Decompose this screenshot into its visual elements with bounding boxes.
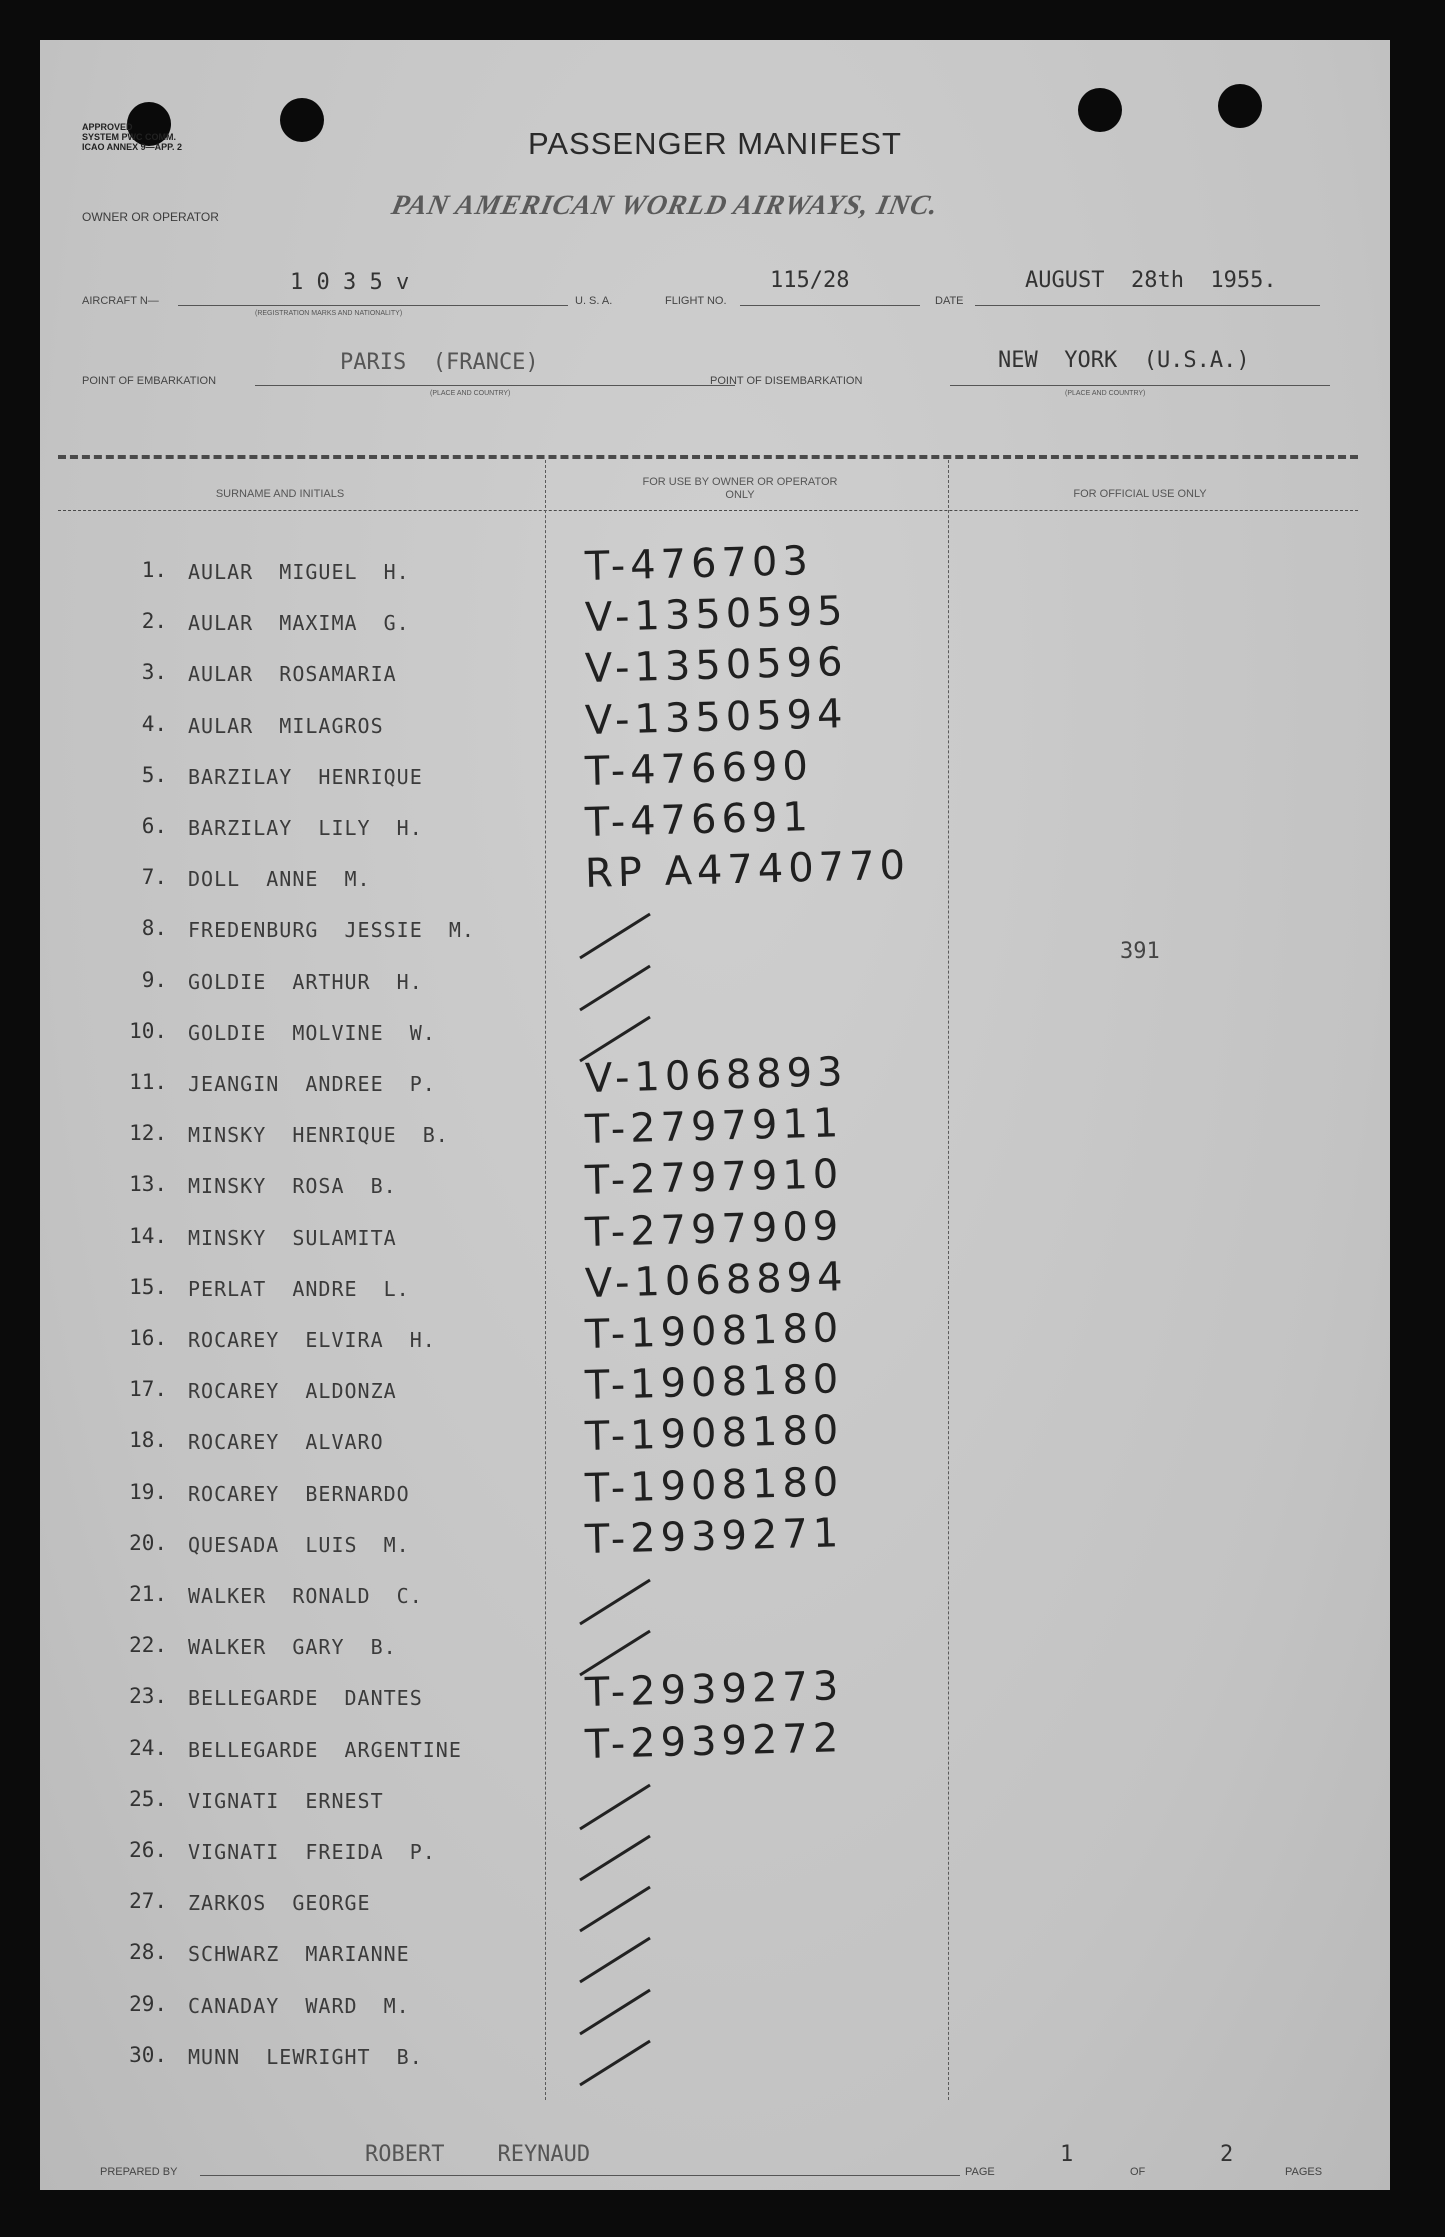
disembarkation-underline bbox=[950, 385, 1330, 386]
official-note: 391 bbox=[1120, 939, 1160, 964]
page-label: PAGE bbox=[965, 2166, 995, 2178]
passenger-name: MINSKY ROSA B. bbox=[188, 1174, 397, 1199]
passenger-row bbox=[40, 958, 1390, 1009]
passenger-name: AULAR MAXIMA G. bbox=[188, 611, 410, 636]
passenger-name: BARZILAY HENRIQUE bbox=[188, 764, 423, 789]
passenger-name: BARZILAY LILY H. bbox=[188, 816, 423, 840]
passenger-name: ROCAREY ALVARO bbox=[188, 1430, 384, 1455]
row-number: 8. bbox=[141, 916, 167, 941]
passenger-row bbox=[40, 842, 1390, 906]
passenger-name: VIGNATI FREIDA P. bbox=[188, 1840, 436, 1864]
tick-mark bbox=[540, 2033, 670, 2093]
row-number: 2. bbox=[141, 609, 167, 634]
aircraft-sublabel: (REGISTRATION MARKS AND NATIONALITY) bbox=[255, 310, 403, 317]
ticket-number: T-476691 bbox=[584, 794, 814, 846]
passenger-name: AULAR MIGUEL H. bbox=[188, 560, 410, 584]
ticket-number: RP A4740770 bbox=[584, 842, 911, 898]
passenger-name: FREDENBURG JESSIE M. bbox=[188, 918, 475, 943]
ticket-number: T-2797911 bbox=[584, 1100, 844, 1154]
ticket-number: V-1068894 bbox=[584, 1253, 849, 1307]
passenger-row bbox=[40, 2033, 1390, 2084]
row-number: 26. bbox=[129, 1838, 167, 1862]
row-number: 3. bbox=[141, 660, 167, 685]
row-number: 5. bbox=[141, 762, 167, 787]
row-number: 12. bbox=[129, 1121, 167, 1146]
passenger-row bbox=[40, 1828, 1390, 1879]
row-number: 25. bbox=[129, 1786, 167, 1811]
ticket-number: T-2939271 bbox=[584, 1510, 844, 1563]
passenger-name: WALKER GARY B. bbox=[188, 1635, 397, 1660]
passenger-name: ZARKOS GEORGE bbox=[188, 1891, 371, 1916]
passenger-name: ROCAREY ELVIRA H. bbox=[188, 1328, 436, 1352]
ticket-number: V-1350595 bbox=[584, 588, 849, 642]
manifest-page bbox=[40, 40, 1390, 2190]
row-number: 22. bbox=[129, 1633, 167, 1658]
row-number: 21. bbox=[129, 1582, 167, 1606]
ticket-number: V-1350596 bbox=[584, 639, 849, 693]
page-number: 1 bbox=[1060, 2142, 1074, 2167]
embarkation-underline bbox=[255, 385, 735, 386]
prepared-by: ROBERT REYNAUD bbox=[365, 2142, 591, 2167]
passenger-row bbox=[40, 1714, 1390, 1777]
flight-underline bbox=[740, 305, 920, 306]
embarkation-value: PARIS (FRANCE) bbox=[340, 350, 539, 375]
row-number: 23. bbox=[129, 1684, 167, 1709]
disembarkation-sublabel: (PLACE AND COUNTRY) bbox=[1065, 390, 1146, 397]
passenger-name: BELLEGARDE ARGENTINE bbox=[188, 1737, 462, 1762]
of-label: OF bbox=[1130, 2166, 1146, 2178]
passenger-name: AULAR MILAGROS bbox=[188, 713, 384, 738]
passenger-row bbox=[40, 1930, 1390, 1981]
row-number: 11. bbox=[129, 1070, 167, 1094]
row-number: 17. bbox=[129, 1377, 167, 1402]
passenger-row bbox=[40, 1777, 1390, 1828]
date-label: DATE bbox=[935, 295, 964, 307]
row-number: 19. bbox=[129, 1479, 167, 1504]
passenger-name: VIGNATI ERNEST bbox=[188, 1788, 384, 1813]
passenger-name: ROCAREY BERNARDO bbox=[188, 1481, 410, 1506]
aircraft-label: AIRCRAFT N— bbox=[82, 295, 159, 307]
passenger-row bbox=[40, 1572, 1390, 1623]
aircraft-underline bbox=[178, 305, 568, 306]
row-number: 24. bbox=[129, 1735, 167, 1760]
usa-label: U. S. A. bbox=[575, 295, 613, 307]
ticket-number: T-2939273 bbox=[584, 1663, 844, 1717]
page-total: 2 bbox=[1220, 2142, 1234, 2167]
embarkation-sublabel: (PLACE AND COUNTRY) bbox=[430, 390, 511, 397]
row-number: 7. bbox=[141, 865, 167, 890]
ticket-number: T-1908180 bbox=[584, 1407, 844, 1461]
row-number: 13. bbox=[129, 1172, 167, 1197]
row-number: 9. bbox=[141, 967, 167, 992]
ticket-number: T-1908180 bbox=[584, 1356, 844, 1410]
row-number: 4. bbox=[141, 711, 167, 736]
date-value: AUGUST 28th 1955. bbox=[1025, 268, 1277, 293]
ticket-number: T-476690 bbox=[584, 742, 814, 795]
column-header-name: SURNAME AND INITIALS bbox=[215, 488, 345, 500]
ticket-number: T-2939272 bbox=[584, 1714, 844, 1768]
row-number: 16. bbox=[129, 1326, 167, 1350]
passenger-name: MINSKY HENRIQUE B. bbox=[188, 1123, 449, 1148]
ticket-number: T-1908180 bbox=[584, 1305, 844, 1358]
passenger-name: MINSKY SULAMITA bbox=[188, 1225, 397, 1250]
ticket-number: T-2797910 bbox=[584, 1151, 844, 1205]
row-number: 20. bbox=[129, 1530, 167, 1555]
passenger-row bbox=[40, 1879, 1390, 1930]
passenger-row bbox=[40, 1510, 1390, 1572]
date-underline bbox=[975, 305, 1320, 306]
passenger-name: SCHWARZ MARIANNE bbox=[188, 1942, 410, 1967]
row-number: 30. bbox=[129, 2042, 167, 2067]
passenger-name: GOLDIE MOLVINE W. bbox=[188, 1020, 436, 1045]
row-number: 10. bbox=[129, 1018, 167, 1043]
ticket-number: T-1908180 bbox=[584, 1458, 844, 1512]
passenger-name: PERLAT ANDRE L. bbox=[188, 1276, 410, 1301]
ticket-number: V-1350594 bbox=[584, 690, 849, 744]
passenger-row bbox=[40, 1982, 1390, 2033]
passenger-name: WALKER RONALD C. bbox=[188, 1584, 423, 1608]
row-number: 6. bbox=[141, 814, 167, 838]
passenger-name: CANADAY WARD M. bbox=[188, 1993, 410, 2018]
ticket-number: T-2797909 bbox=[584, 1202, 844, 1256]
flight-label: FLIGHT NO. bbox=[665, 295, 727, 307]
passenger-name: BELLEGARDE DANTES bbox=[188, 1686, 423, 1711]
passenger-row bbox=[40, 906, 1390, 957]
passenger-name: JEANGIN ANDREE P. bbox=[188, 1072, 436, 1096]
row-number: 28. bbox=[129, 1940, 167, 1965]
flight-number: 115/28 bbox=[770, 268, 850, 293]
row-number: 29. bbox=[129, 1991, 167, 2016]
row-number: 1. bbox=[141, 558, 167, 582]
passenger-name: AULAR ROSAMARIA bbox=[188, 662, 397, 687]
pages-label: PAGES bbox=[1285, 2166, 1323, 2178]
row-number: 27. bbox=[129, 1889, 167, 1914]
disembarkation-label: POINT OF DISEMBARKATION bbox=[710, 375, 863, 387]
approval-text: APPROVED SYSTEM PWC COMM. ICAO ANNEX 9—APP. 2 bbox=[82, 122, 183, 152]
header-bottom-rule bbox=[58, 510, 1358, 511]
passenger-name: MUNN LEWRIGHT B. bbox=[188, 2044, 423, 2069]
passenger-name: ROCAREY ALDONZA bbox=[188, 1379, 397, 1404]
embarkation-label: POINT OF EMBARKATION bbox=[82, 375, 217, 387]
ticket-number: T-476703 bbox=[584, 538, 814, 590]
passenger-name: QUESADA LUIS M. bbox=[188, 1532, 410, 1557]
passenger-name: GOLDIE ARTHUR H. bbox=[188, 969, 423, 994]
column-header-operator: FOR USE BY OWNER OR OPERATOR ONLY bbox=[642, 476, 838, 501]
passenger-name: DOLL ANNE M. bbox=[188, 867, 371, 892]
form-title: PASSENGER MANIFEST bbox=[528, 126, 902, 161]
ticket-number: V-1068893 bbox=[584, 1049, 849, 1102]
row-number: 15. bbox=[129, 1274, 167, 1299]
row-number: 18. bbox=[129, 1428, 167, 1453]
prepared-label: PREPARED BY bbox=[100, 2166, 178, 2178]
table-top-rule bbox=[58, 455, 1358, 459]
prepared-underline bbox=[200, 2175, 960, 2176]
column-header-official: FOR OFFICIAL USE ONLY bbox=[1073, 488, 1207, 500]
row-number: 14. bbox=[129, 1223, 167, 1248]
aircraft-value: 1 0 3 5 v bbox=[290, 270, 410, 295]
punch-hole-4 bbox=[1218, 84, 1262, 128]
airline-name: PAN AMERICAN WORLD AIRWAYS, INC. bbox=[388, 190, 942, 221]
disembarkation-value: NEW YORK (U.S.A.) bbox=[998, 348, 1250, 373]
owner-label: OWNER OR OPERATOR bbox=[82, 210, 219, 224]
